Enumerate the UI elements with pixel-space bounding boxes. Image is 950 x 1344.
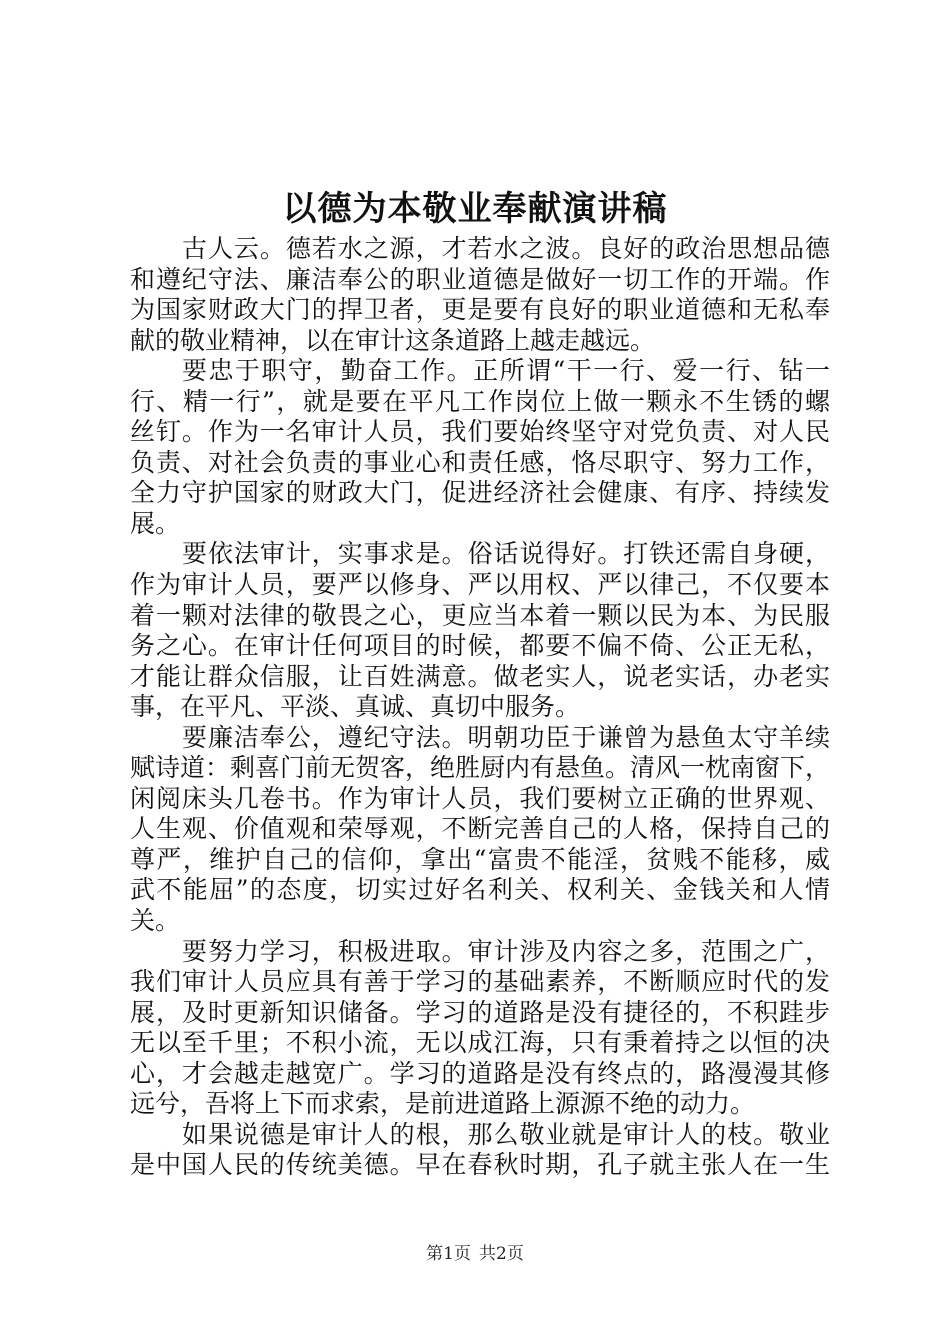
text-line: 要努力学习，积极进取。审计涉及内容之多，范围之广， [182,936,830,966]
text-line: 关。 [130,906,181,936]
text-line: 心，才会越走越宽广。学习的道路是没有终点的，路漫漫其修 [130,1058,830,1088]
text-line: 无以至千里；不积小流，无以成江海，只有秉着持之以恒的决 [130,1028,830,1058]
text-line: 负责、对社会负责的事业心和责任感，恪尽职守、努力工作， [130,447,830,477]
text-line: 献的敬业精神，以在审计这条道路上越走越远。 [130,325,656,355]
page-footer [0,1243,950,1265]
text-line: 古人云。德若水之源，才若水之波。良好的政治思想品德 [182,234,830,263]
page-number: 第1页 [426,1244,471,1264]
text-line: 行、精一行”，就是要在平凡工作岗位上做一颗永不生锈的螺 [130,386,830,416]
text-line: 务之心。在审计任何项目的时候，都要不偏不倚、公正无私， [130,631,830,661]
text-line: 事，在平凡、平淡、真诚、真切中服务。 [130,692,581,722]
text-line: 我们审计人员应具有善于学习的基础素养，不断顺应时代的发 [130,967,830,997]
text-line: 展，及时更新知识储备。学习的道路是没有捷径的，不积跬步 [130,997,830,1027]
text-line: 如果说德是审计人的根，那么敬业就是审计人的枝。敬业 [182,1119,830,1149]
text-line: 是中国人民的传统美德。早在春秋时期，孔子就主张人在一生 [130,1150,830,1180]
page-total: 共2页 [479,1244,524,1264]
text-line: 着一颗对法律的敬畏之心，更应当本着一颗以民为本、为民服 [130,600,830,630]
document-body [130,234,830,1181]
text-line: 要忠于职守，勤奋工作。正所谓“干一行、爱一行、钻一 [182,356,830,386]
text-line: 和遵纪守法、廉洁奉公的职业道德是做好一切工作的开端。作 [130,264,830,294]
text-line: 武不能屈”的态度，切实过好名利关、权利关、金钱关和人情 [130,875,830,905]
text-line: 要依法审计，实事求是。俗话说得好。打铁还需自身硬， [182,539,830,569]
document-title: 以德为本敬业奉献演讲稿 [282,189,668,229]
text-line: 远兮，吾将上下而求索，是前进道路上源源不绝的动力。 [130,1089,756,1119]
text-line: 赋诗道：剩喜门前无贺客，绝胜厨内有悬鱼。清风一枕南窗下， [130,753,831,783]
text-line: 尊严，维护自己的信仰，拿出“富贵不能淫，贫贱不能移，威 [130,844,830,874]
text-line: 展。 [130,508,181,538]
text-line: 作为审计人员，要严以修身、严以用权、严以律己，不仅要本 [130,570,830,600]
text-line: 全力守护国家的财政大门，促进经济社会健康、有序、持续发 [130,478,830,508]
text-line: 才能让群众信服，让百姓满意。做老实人，说老实话，办老实 [130,661,830,691]
text-line: 要廉洁奉公，遵纪守法。明朝功臣于谦曾为悬鱼太守羊续 [182,722,830,752]
text-line: 丝钉。作为一名审计人员，我们要始终坚守对党负责、对人民 [130,417,830,447]
text-line: 人生观、价值观和荣辱观，不断完善自己的人格，保持自己的 [130,814,830,844]
text-line: 为国家财政大门的捍卫者，更是要有良好的职业道德和无私奉 [130,295,830,325]
text-line: 闲阅床头几卷书。作为审计人员，我们要树立正确的世界观、 [130,783,830,813]
